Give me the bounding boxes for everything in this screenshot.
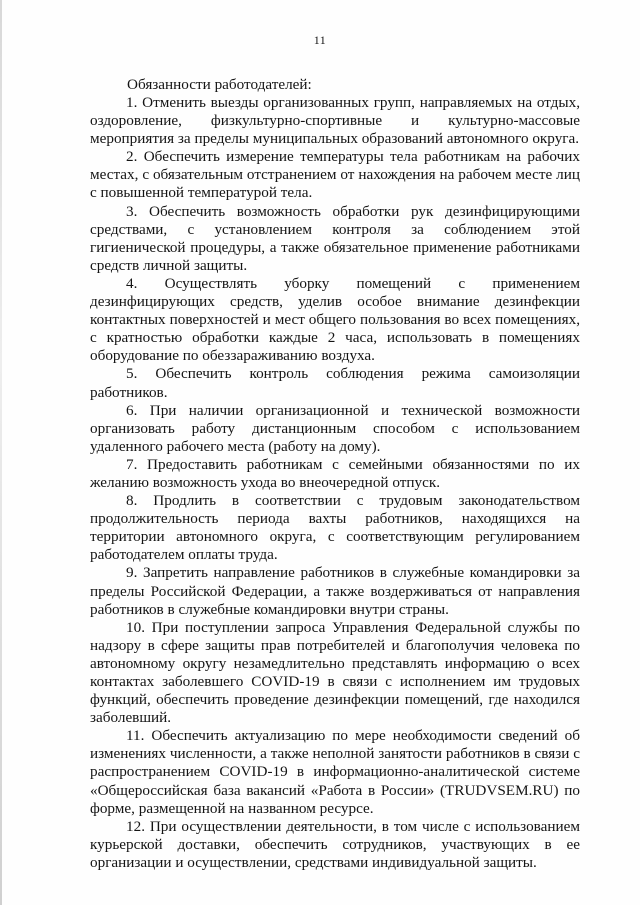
scan-edge bbox=[0, 0, 2, 905]
duty-item-4: 4. Осуществлять уборку помещений с применением дезинфицирующих средств, уделив особое внимание дезинфекции контактных поверхностей и мест общего пользования во всех помещениях, с кратностью обработки каждые 2 часа, использовать в помещениях оборудование по обеззараживанию воздуха. bbox=[90, 274, 580, 365]
duty-item-8: 8. Продлить в соответствии с трудовым законодательством продолжительность периода вахты работников, находящихся на территории автономного округа, с соответствующим регулированием работодателем оплаты труда. bbox=[90, 492, 580, 564]
duty-item-3: 3. Обеспечить возможность обработки рук дезинфицирующими средствами, с установлением контроля за соблюдением этой гигиенической процедуры, а также обязательное применение работниками средств личной защиты. bbox=[90, 202, 580, 274]
duty-item-9: 9. Запретить направление работников в служебные командировки за пределы Российской Федерации, а также воздерживаться от направления работников в служебные командировки внутри страны. bbox=[90, 564, 580, 618]
page-number: 11 bbox=[313, 33, 327, 47]
duty-item-10: 10. При поступлении запроса Управления Федеральной службы по надзору в сфере защиты прав потребителей и благополучия человека по автономному округу незамедлительно представлять информацию о всех контактах заболевшего COVID-19 в связи с исполнением им трудовых функций, обеспечить проведение дезинфекции помещений, где находился заболевший. bbox=[90, 618, 580, 727]
duties-list bbox=[90, 94, 580, 872]
duty-item-6: 6. При наличии организационной и технической возможности организовать работу дистанционным способом с использованием удаленного рабочего места (работу на дому). bbox=[90, 401, 580, 455]
duty-item-11: 11. Обеспечить актуализацию по мере необходимости сведений об изменениях численности, а также неполной занятости работников в связи с распространением COVID-19 в информационно-аналитической системе «Общероссийская база вакансий «Работа в России» (TRUDVSEM.RU) по форме, размещенной на названном ресурсе. bbox=[90, 727, 580, 817]
duty-item-7: 7. Предоставить работникам с семейными обязанностями по их желанию возможность ухода во внеочередной отпуск. bbox=[90, 455, 580, 491]
duty-item-2: 2. Обеспечить измерение температуры тела работникам на рабочих местах, с обязательным отстранением от нахождения на рабочем месте лиц с повышенной температурой тела. bbox=[90, 148, 580, 202]
section-heading: Обязанности работодателей: bbox=[127, 76, 312, 93]
duty-item-12: 12. При осуществлении деятельности, в том числе с использованием курьерской доставки, обеспечить сотрудников, участвующих в ее организации и осуществлении, средствами индивидуальной защиты. bbox=[90, 817, 580, 871]
duty-item-1: 1. Отменить выезды организованных групп, направляемых на отдых, оздоровление, физкультурно-спортивные и культурно-массовые мероприятия за пределы муниципальных образований автономного округа. bbox=[90, 94, 580, 148]
duty-item-5: 5. Обеспечить контроль соблюдения режима самоизоляции работников. bbox=[90, 365, 580, 401]
